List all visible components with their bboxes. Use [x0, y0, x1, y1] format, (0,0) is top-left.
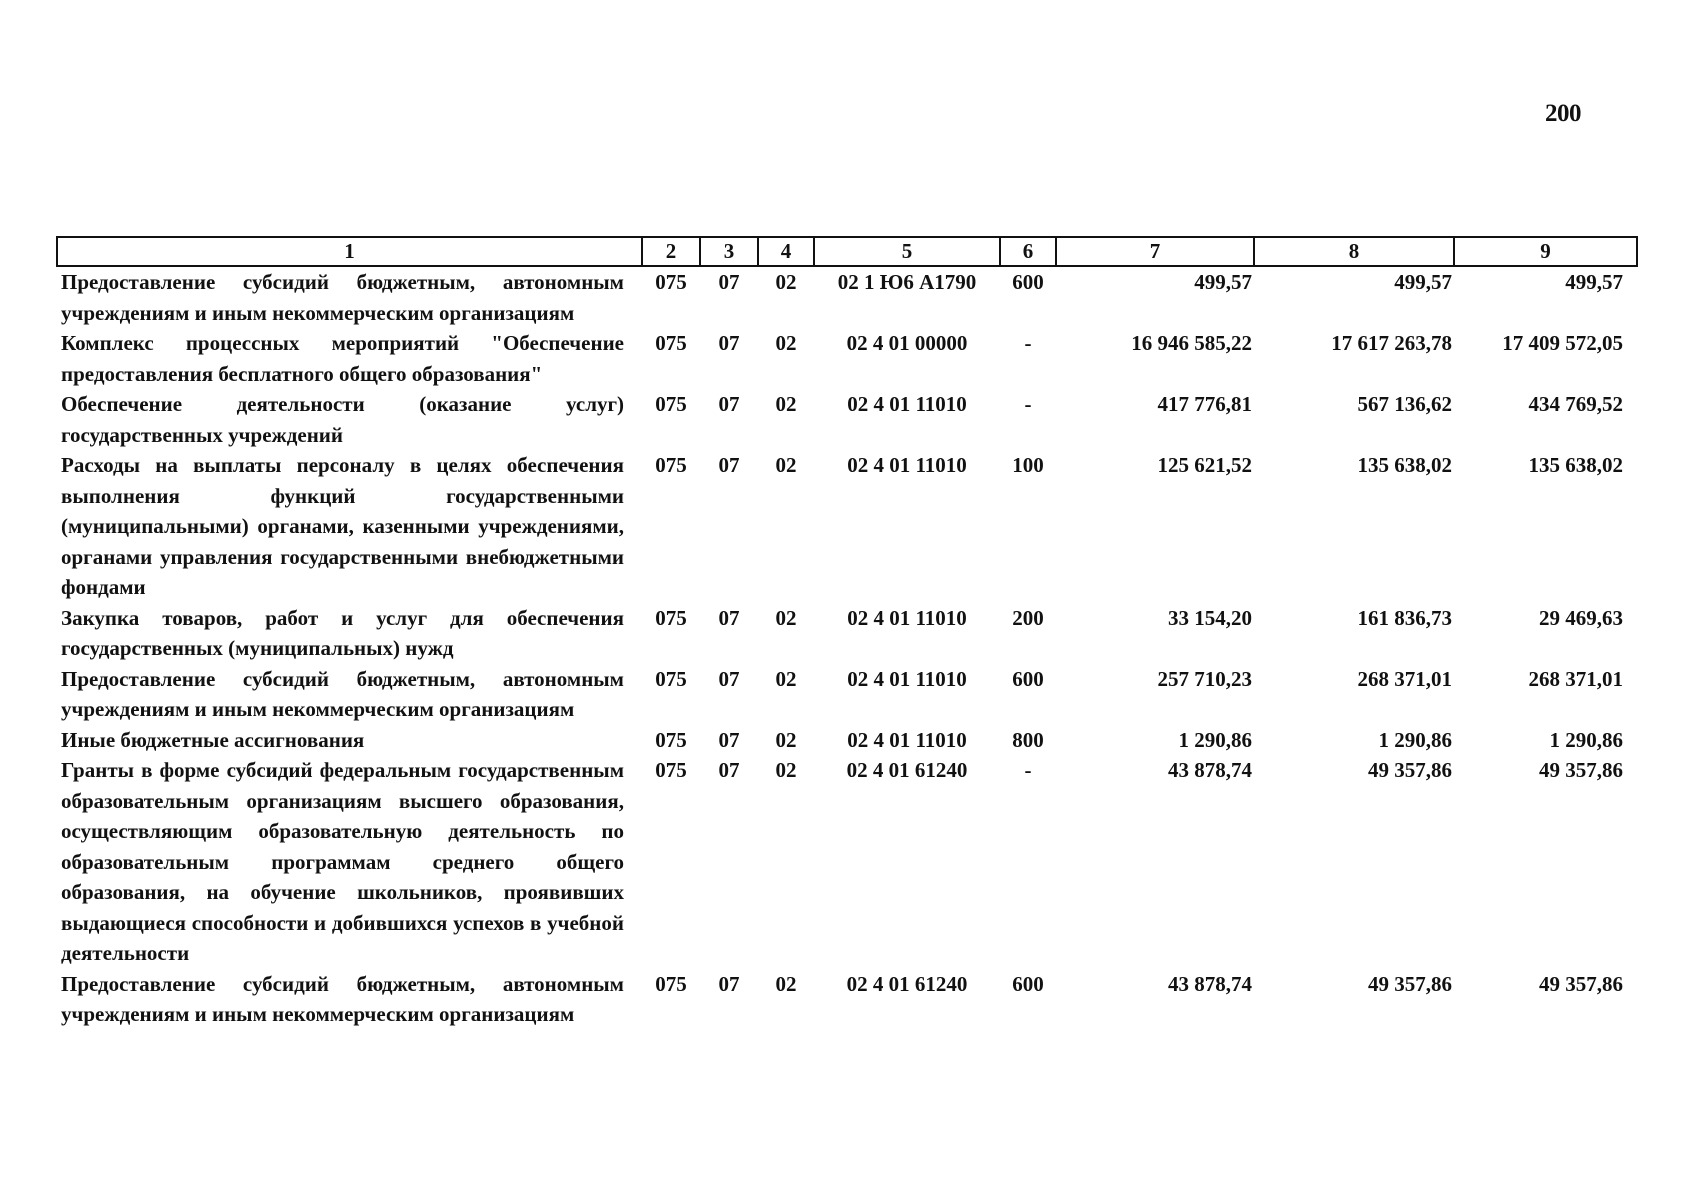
- amount-col-9: 29 469,63: [1539, 605, 1623, 630]
- row-description: Гранты в форме субсидий федеральным государственным образовательным организациям высшего образования, осуществляющим образовательную деятельность по образовательным программам среднего общего образования, на обучение школьников, проявивших выдающиеся способности и добившихся успехов в учебной деятельности: [61, 758, 624, 965]
- section-code: 07: [718, 270, 740, 294]
- subsection-code: 02: [775, 758, 797, 782]
- row-description: Комплекс процессных мероприятий "Обеспечение предоставления бесплатного общего образования": [61, 331, 624, 386]
- table-row: [57, 755, 1637, 969]
- section-code: 07: [718, 453, 740, 477]
- header-cell-2: 2: [642, 237, 700, 266]
- amount-col-8: 499,57: [1394, 270, 1452, 294]
- amount-col-7: 257 710,23: [1157, 666, 1252, 691]
- expense-type-code: -: [1024, 331, 1032, 355]
- section-code: 07: [718, 331, 740, 355]
- amount-col-7: 417 776,81: [1157, 392, 1252, 416]
- page-number: 200: [1545, 100, 1581, 127]
- amount-col-8: 1 290,86: [1378, 727, 1452, 752]
- target-article-code: 02 4 01 61240: [846, 971, 968, 996]
- target-article-code: 02 4 01 00000: [846, 331, 968, 355]
- expense-type-code: 600: [1012, 971, 1044, 996]
- admin-code: 075: [655, 270, 687, 294]
- amount-col-8: 49 357,86: [1368, 758, 1452, 782]
- expense-type-code: 800: [1012, 727, 1044, 752]
- admin-code: 075: [655, 392, 687, 416]
- subsection-code: 02: [775, 727, 797, 752]
- header-cell-5: 5: [814, 237, 1000, 266]
- table-row: [57, 450, 1637, 603]
- expense-type-code: 200: [1012, 605, 1044, 630]
- amount-col-7: 125 621,52: [1157, 453, 1252, 477]
- subsection-code: 02: [775, 666, 797, 691]
- subsection-code: 02: [775, 605, 797, 630]
- amount-col-8: 567 136,62: [1357, 392, 1452, 416]
- header-cell-4: 4: [758, 237, 814, 266]
- row-description: Иные бюджетные ассигнования: [61, 727, 365, 752]
- section-code: 07: [718, 758, 740, 782]
- table-row: [57, 266, 1637, 328]
- amount-col-9: 135 638,02: [1528, 453, 1623, 477]
- admin-code: 075: [655, 758, 687, 782]
- target-article-code: 02 4 01 11010: [847, 666, 967, 691]
- admin-code: 075: [655, 453, 687, 477]
- table-header-row: [57, 237, 1637, 266]
- table-row: [57, 389, 1637, 450]
- header-cell-9: 9: [1454, 237, 1637, 266]
- expense-type-code: -: [1024, 392, 1032, 416]
- amount-col-9: 49 357,86: [1539, 758, 1623, 782]
- table-row: [57, 725, 1637, 756]
- subsection-code: 02: [775, 453, 797, 477]
- admin-code: 075: [655, 727, 687, 752]
- target-article-code: 02 4 01 11010: [847, 605, 967, 630]
- header-cell-8: 8: [1254, 237, 1454, 266]
- section-code: 07: [718, 666, 740, 691]
- section-code: 07: [718, 971, 740, 996]
- expense-type-code: 100: [1012, 453, 1044, 477]
- subsection-code: 02: [775, 392, 797, 416]
- subsection-code: 02: [775, 270, 797, 294]
- section-code: 07: [718, 605, 740, 630]
- amount-col-9: 1 290,86: [1549, 727, 1623, 752]
- admin-code: 075: [655, 331, 687, 355]
- admin-code: 075: [655, 971, 687, 996]
- amount-col-8: 268 371,01: [1357, 666, 1452, 691]
- amount-col-8: 135 638,02: [1357, 453, 1452, 477]
- table-row: [57, 328, 1637, 389]
- expense-type-code: -: [1024, 758, 1032, 782]
- target-article-code: 02 4 01 11010: [847, 392, 967, 416]
- target-article-code: 02 4 01 11010: [847, 727, 967, 752]
- table-row: [57, 664, 1637, 725]
- header-cell-3: 3: [700, 237, 758, 266]
- amount-col-9: 17 409 572,05: [1502, 331, 1623, 355]
- amount-col-8: 161 836,73: [1357, 605, 1452, 630]
- target-article-code: 02 4 01 61240: [846, 758, 968, 782]
- admin-code: 075: [655, 605, 687, 630]
- subsection-code: 02: [775, 331, 797, 355]
- target-article-code: 02 1 Ю6 А1790: [837, 270, 977, 294]
- amount-col-8: 49 357,86: [1368, 971, 1452, 996]
- table-row: [57, 603, 1637, 664]
- header-cell-7: 7: [1056, 237, 1254, 266]
- section-code: 07: [718, 392, 740, 416]
- admin-code: 075: [655, 666, 687, 691]
- amount-col-9: 268 371,01: [1528, 666, 1623, 691]
- row-description: Закупка товаров, работ и услуг для обеспечения государственных (муниципальных) нужд: [61, 605, 624, 660]
- row-description: Предоставление субсидий бюджетным, автономным учреждениям и иным некоммерческим организациям: [61, 666, 624, 721]
- header-cell-1: 1: [57, 237, 642, 266]
- budget-table: [56, 236, 1638, 1030]
- amount-col-7: 43 878,74: [1168, 971, 1252, 996]
- amount-col-9: 499,57: [1565, 270, 1623, 294]
- section-code: 07: [718, 727, 740, 752]
- row-description: Предоставление субсидий бюджетным, автономным учреждениям и иным некоммерческим организациям: [61, 270, 624, 325]
- header-cell-6: 6: [1000, 237, 1056, 266]
- amount-col-7: 499,57: [1194, 270, 1252, 294]
- subsection-code: 02: [775, 971, 797, 996]
- expense-type-code: 600: [1012, 666, 1044, 691]
- amount-col-7: 33 154,20: [1168, 605, 1252, 630]
- amount-col-9: 49 357,86: [1539, 971, 1623, 996]
- row-description: Обеспечение деятельности (оказание услуг) государственных учреждений: [61, 392, 624, 447]
- row-description: Расходы на выплаты персоналу в целях обеспечения выполнения функций государственными (муниципальными) органами, казенными учреждениями, органами управления государственными внебюджетными фондами: [61, 453, 624, 599]
- amount-col-7: 1 290,86: [1178, 727, 1252, 752]
- amount-col-7: 16 946 585,22: [1131, 331, 1252, 355]
- expense-type-code: 600: [1012, 270, 1044, 294]
- amount-col-9: 434 769,52: [1528, 392, 1623, 416]
- amount-col-8: 17 617 263,78: [1331, 331, 1452, 355]
- row-description: Предоставление субсидий бюджетным, автономным учреждениям и иным некоммерческим организациям: [61, 971, 624, 1026]
- table-row: [57, 969, 1637, 1030]
- target-article-code: 02 4 01 11010: [847, 453, 967, 477]
- amount-col-7: 43 878,74: [1168, 758, 1252, 782]
